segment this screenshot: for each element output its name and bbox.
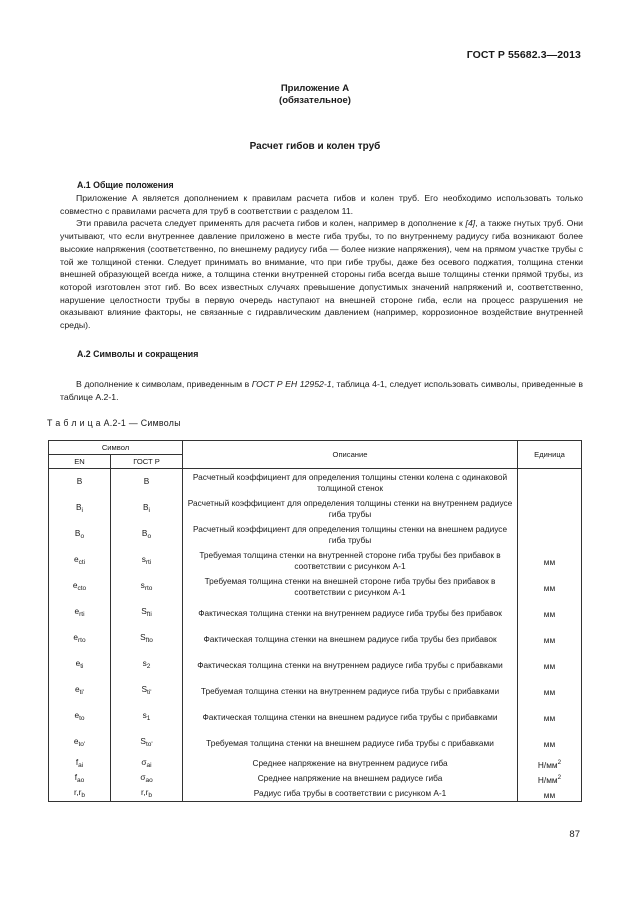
en-symbol: f xyxy=(75,756,79,767)
description-text: Радиус гиба трубы в соответствии с рисунком А-1 xyxy=(253,788,447,798)
table-row xyxy=(49,756,582,771)
en-symbol-cell xyxy=(49,600,111,626)
en-symbol-subscript: cti xyxy=(78,559,86,566)
table-row xyxy=(49,469,582,497)
gost-symbol-subscript: ai xyxy=(146,761,152,769)
unit-superscript: 2 xyxy=(557,758,562,766)
gost-symbol: S xyxy=(140,736,146,746)
annex-label xyxy=(0,83,630,107)
gost-symbol-cell xyxy=(111,678,183,704)
description-cell xyxy=(183,652,518,678)
gost-symbol-cell xyxy=(111,574,183,600)
gost-symbol-cell xyxy=(111,652,183,678)
description-text: Фактическая толщина стенки на внутреннем радиусе гиба трубы без прибавок xyxy=(198,607,502,618)
description-text: Требуемая толщина стенки на внешней стороне гиба трубы без прибавок в соответствии с рисунком А-1 xyxy=(204,576,496,597)
gost-symbol-subscript: to' xyxy=(145,741,153,748)
table-row xyxy=(49,678,582,704)
document-header: ГОСТ Р 55682.3—2013 xyxy=(466,49,581,61)
description-text: Требуемая толщина стенки на внутренней стороне гиба трубы без прибавок в соответствии с рисунком А-1 xyxy=(199,550,501,571)
unit-cell xyxy=(518,652,582,678)
table-row xyxy=(49,704,582,730)
en-symbol: B xyxy=(74,528,81,538)
gost-symbol: S xyxy=(140,632,146,642)
unit-text: мм xyxy=(543,583,556,593)
section-a1-heading: А.1 Общие положения xyxy=(77,180,174,190)
en-symbol-subscript: ti xyxy=(80,663,84,670)
paragraph-text: Эти правила расчета следует применять для расчета гибов и колен, например в дополнение к xyxy=(76,218,466,229)
gost-symbol: s xyxy=(142,710,147,720)
unit-cell xyxy=(518,704,582,730)
unit-text: мм xyxy=(543,609,556,619)
en-symbol: e xyxy=(73,736,79,746)
description-cell xyxy=(183,786,518,802)
gost-symbol: S xyxy=(141,684,148,694)
description-column-header: Описание xyxy=(183,441,518,469)
unit-text: мм xyxy=(543,739,556,749)
unit-text: мм xyxy=(543,557,556,567)
unit-cell xyxy=(518,548,582,574)
paragraph-text: , таблица 4-1, следует использовать символы, приведенные в таблице А.2-1. xyxy=(60,379,583,402)
unit-text: мм xyxy=(543,661,556,671)
unit-cell xyxy=(518,469,582,497)
gost-column-header: ГОСТ Р xyxy=(111,455,183,469)
table-row xyxy=(49,548,582,574)
en-symbol: e xyxy=(73,632,79,642)
gost-symbol-cell xyxy=(111,730,183,756)
description-cell xyxy=(183,678,518,704)
gost-symbol-subscript: b xyxy=(148,791,152,799)
en-symbol-cell xyxy=(49,496,111,522)
unit-cell xyxy=(518,496,582,522)
description-text: Требуемая толщина стенки на внешнем радиусе гиба трубы с прибавками xyxy=(206,737,494,748)
table-row xyxy=(49,652,582,678)
description-text: Среднее напряжение на внутреннем радиусе гиба xyxy=(252,758,448,768)
standard-reference: ГОСТ Р ЕН 12952-1 xyxy=(251,379,332,389)
description-cell xyxy=(183,756,518,771)
en-symbol-cell xyxy=(49,522,111,548)
en-symbol-cell xyxy=(49,469,111,497)
gost-symbol-cell xyxy=(111,548,183,574)
table-row xyxy=(49,496,582,522)
gost-symbol-subscript: ti' xyxy=(147,689,152,696)
description-cell xyxy=(183,522,518,548)
unit-cell xyxy=(518,756,582,771)
description-cell xyxy=(183,496,518,522)
description-cell xyxy=(183,704,518,730)
section-a2-heading: А.2 Символы и сокращения xyxy=(77,349,199,359)
table-row xyxy=(49,771,582,786)
en-symbol-cell xyxy=(49,786,111,802)
description-text: Расчетный коэффициент для определения толщины стенки колена с одинаковой толщиной стенок xyxy=(192,472,508,493)
en-symbol-cell xyxy=(49,771,111,786)
en-symbol: B xyxy=(76,502,82,512)
description-text: Расчетный коэффициент для определения толщины стенки на внешнем радиусе гиба трубы xyxy=(192,524,508,545)
description-text: Требуемая толщина стенки на внутреннем радиусе гиба трубы с прибавками xyxy=(200,685,500,696)
en-symbol-subscript: ai xyxy=(78,761,84,769)
en-symbol: B xyxy=(76,476,83,486)
en-symbol-subscript: o xyxy=(80,533,85,540)
page-title: Расчет гибов и колен труб xyxy=(249,141,381,152)
gost-symbol: B xyxy=(143,502,149,512)
unit-text: мм xyxy=(543,687,556,697)
gost-symbol-cell xyxy=(111,771,183,786)
description-cell xyxy=(183,730,518,756)
en-symbol-subscript: rti xyxy=(79,611,85,618)
en-symbol: f xyxy=(74,771,78,782)
en-symbol: e xyxy=(74,606,80,616)
table-row xyxy=(49,600,582,626)
gost-symbol-subscript: ao xyxy=(145,776,153,784)
section-a1-body xyxy=(60,192,583,332)
gost-symbol-cell xyxy=(111,786,183,802)
section-a1-paragraph-2 xyxy=(60,217,583,331)
en-symbol: e xyxy=(74,710,80,720)
gost-symbol-cell xyxy=(111,756,183,771)
en-symbol-subscript: to xyxy=(79,715,85,722)
unit-cell xyxy=(518,626,582,652)
gost-symbol: σ xyxy=(140,771,146,782)
symbols-table xyxy=(48,440,582,802)
en-symbol-subscript: to' xyxy=(78,741,86,748)
gost-symbol-subscript: o xyxy=(147,533,152,540)
annex-title: Приложение А xyxy=(280,83,350,94)
en-symbol: e xyxy=(75,658,81,668)
description-cell xyxy=(183,771,518,786)
en-symbol-subscript: ti' xyxy=(79,689,85,696)
section-a1-paragraph-1: Приложение А является дополнением к правилам расчета гибов и колен труб. Его необходимо использовать только совместно с правилами расчета для труб в соответствии с разделом 11. xyxy=(60,193,583,216)
gost-symbol-subscript: 1 xyxy=(146,715,151,722)
description-cell xyxy=(183,600,518,626)
unit-cell xyxy=(518,522,582,548)
unit-cell xyxy=(518,730,582,756)
symbol-column-header: Символ xyxy=(49,441,183,455)
description-cell xyxy=(183,574,518,600)
description-cell xyxy=(183,469,518,497)
table-row xyxy=(49,786,582,802)
gost-symbol-subscript: fto xyxy=(145,637,153,644)
en-symbol-subscript: cto xyxy=(77,585,87,592)
gost-symbol-subscript: i xyxy=(148,507,150,514)
section-a2-body xyxy=(60,378,583,403)
unit-text: мм xyxy=(543,635,556,645)
gost-symbol-cell xyxy=(111,626,183,652)
unit-superscript: 2 xyxy=(557,773,562,781)
table-caption: Т а б л и ц а А.2-1 — Символы xyxy=(47,418,181,428)
gost-symbol: r,r xyxy=(141,786,149,797)
page-number: 87 xyxy=(569,829,580,840)
table-row xyxy=(49,626,582,652)
gost-symbol: s xyxy=(141,554,146,564)
en-symbol-subscript: rto xyxy=(78,637,86,644)
unit-text: мм xyxy=(543,713,556,723)
unit-text: мм xyxy=(543,789,556,800)
en-symbol: e xyxy=(72,580,78,590)
en-symbol: r,r xyxy=(74,786,82,797)
gost-symbol-cell xyxy=(111,600,183,626)
gost-symbol-subscript: rti xyxy=(145,559,152,566)
description-text: Среднее напряжение на внешнем радиусе гиба xyxy=(257,773,443,783)
table-row xyxy=(49,522,582,548)
en-symbol-subscript: i xyxy=(81,507,83,514)
paragraph-text: В дополнение к символам, приведенным в xyxy=(76,379,252,389)
unit-column-header: Единица xyxy=(518,441,582,469)
description-text: Фактическая толщина стенки на внутреннем радиусе гиба трубы с прибавками xyxy=(197,659,503,670)
en-symbol: e xyxy=(73,554,79,564)
en-symbol-cell xyxy=(49,652,111,678)
description-text: Фактическая толщина стенки на внешнем радиусе гиба трубы без прибавок xyxy=(203,633,497,644)
reference-link: [4] xyxy=(465,218,476,229)
gost-symbol: B xyxy=(143,476,150,486)
annex-status: (обязательное) xyxy=(279,95,351,106)
gost-symbol-subscript: 2 xyxy=(146,663,151,670)
table-row xyxy=(49,730,582,756)
table-row xyxy=(49,574,582,600)
en-symbol-cell xyxy=(49,574,111,600)
gost-symbol: σ xyxy=(141,756,147,767)
gost-symbol-cell xyxy=(111,469,183,497)
en-symbol: e xyxy=(74,684,80,694)
en-symbol-cell xyxy=(49,626,111,652)
en-symbol-subscript: ao xyxy=(77,776,85,784)
gost-symbol: s xyxy=(140,580,145,590)
gost-symbol-cell xyxy=(111,496,183,522)
en-symbol-cell xyxy=(49,548,111,574)
en-symbol-cell xyxy=(49,678,111,704)
unit-cell xyxy=(518,786,582,802)
description-text: Фактическая толщина стенки на внешнем радиусе гиба трубы с прибавками xyxy=(202,711,498,722)
unit-cell xyxy=(518,678,582,704)
unit-text: Н/мм xyxy=(537,774,558,785)
gost-symbol-cell xyxy=(111,522,183,548)
paragraph-text: , а также гнутых труб. Они учитывают, что если внутреннее давление приложено в месте гиба трубы, то по внутреннему радиусу гиба возникают более высокие напряжения (соответственно, по внешнему радиусу гиба — более низкие напряжения), чем на прямом участке трубы с той же толщиной стенки. Следует принимать во внимание, что при гибе трубы, даже без осевого поджатия, толщина стенки внешней образующей всегда ниже, а толщина стенки внутренней стороны гиба всегда выше толщины стенки прямой трубы, из которой изготовлен этот гиб. Во всех известных случаях превышение допустимых значений напряжений и, соответственно, нарушение целостности трубы в первую очередь наступают на внешней стороне гиба, если на процесс разрушения не оказывают влияние факторы, не связанные с гидравлическим давлением (например, коррозионное воздействие внутренней среды). xyxy=(60,218,583,331)
en-column-header: EN xyxy=(49,455,111,469)
gost-symbol-subscript: fti xyxy=(146,611,152,618)
description-cell xyxy=(183,626,518,652)
unit-cell xyxy=(518,771,582,786)
description-cell xyxy=(183,548,518,574)
section-a2-paragraph xyxy=(60,378,583,403)
unit-cell xyxy=(518,600,582,626)
gost-symbol: S xyxy=(141,606,147,616)
unit-cell xyxy=(518,574,582,600)
description-text: Расчетный коэффициент для определения толщины стенки на внутреннем радиусе гиба трубы xyxy=(187,498,513,519)
en-symbol-cell xyxy=(49,704,111,730)
en-symbol-cell xyxy=(49,756,111,771)
unit-text: Н/мм xyxy=(537,759,558,770)
en-symbol-subscript: b xyxy=(81,791,85,799)
gost-symbol-cell xyxy=(111,704,183,730)
en-symbol-cell xyxy=(49,730,111,756)
gost-symbol: s xyxy=(142,658,147,668)
gost-symbol-subscript: rto xyxy=(144,585,153,592)
gost-symbol: B xyxy=(141,528,148,538)
